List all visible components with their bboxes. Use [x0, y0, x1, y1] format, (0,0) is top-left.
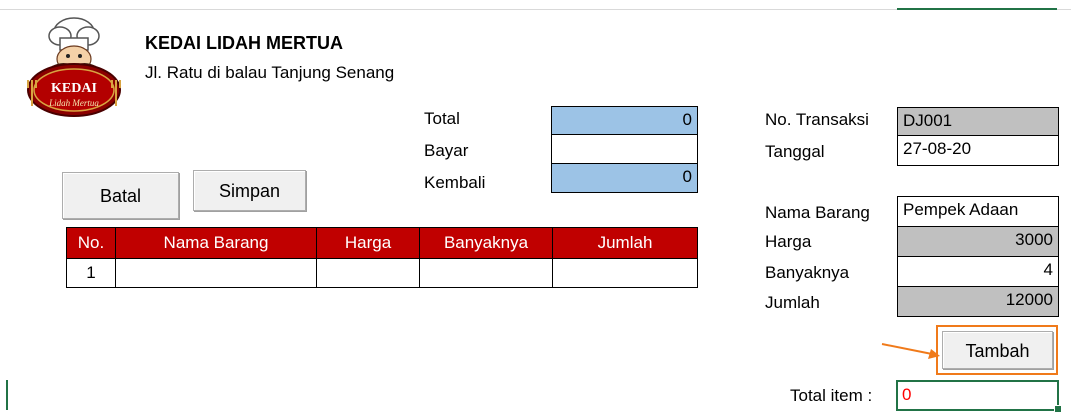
row-jumlah-cell[interactable]: [553, 259, 698, 288]
banyaknya-label: Banyaknya: [765, 263, 850, 282]
shop-logo: [22, 14, 130, 122]
cell-selection-fragment: [897, 8, 1057, 10]
total-label: Total: [424, 109, 460, 128]
simpan-button[interactable]: Simpan: [193, 170, 306, 211]
total-value-cell[interactable]: 0: [551, 106, 698, 135]
jumlah-label: Jumlah: [765, 293, 820, 312]
total-item-cell[interactable]: 0: [896, 380, 1059, 411]
table-row: [67, 259, 698, 288]
bayar-input-cell[interactable]: [551, 134, 698, 164]
total-item-label: Total item :: [790, 386, 873, 405]
arrow-icon: [880, 340, 942, 362]
bayar-label: Bayar: [424, 141, 469, 160]
row-nama-barang-cell[interactable]: [116, 259, 317, 288]
tanggal-label: Tanggal: [765, 142, 825, 161]
row-harga-cell[interactable]: [317, 259, 420, 288]
nama-barang-input[interactable]: Pempek Adaan: [897, 196, 1059, 227]
jumlah-cell[interactable]: 12000: [897, 286, 1059, 317]
table-header-row: [67, 228, 698, 259]
kembali-label: Kembali: [424, 173, 486, 192]
col-header-nama-barang: Nama Barang: [116, 228, 317, 259]
harga-cell[interactable]: 3000: [897, 226, 1059, 257]
col-header-banyaknya: Banyaknya: [420, 228, 553, 259]
transaction-table: [66, 227, 698, 288]
row-banyaknya-cell[interactable]: [420, 259, 553, 288]
col-header-harga: Harga: [317, 228, 420, 259]
banyaknya-input[interactable]: 4: [897, 256, 1059, 287]
row-no-cell[interactable]: 1: [67, 259, 116, 288]
logo-text: KEDAI: [51, 81, 97, 96]
no-transaksi-cell[interactable]: DJ001: [897, 107, 1059, 136]
logo-subtext: Lidah Mertua: [49, 98, 99, 108]
no-transaksi-label: No. Transaksi: [765, 110, 869, 129]
col-header-jumlah: Jumlah: [553, 228, 698, 259]
nama-barang-label: Nama Barang: [765, 203, 870, 222]
batal-button[interactable]: Batal: [62, 172, 179, 219]
selection-edge: [6, 380, 8, 410]
tanggal-cell[interactable]: 27-08-20: [897, 135, 1059, 166]
tambah-button[interactable]: Tambah: [942, 331, 1053, 369]
harga-label: Harga: [765, 232, 812, 251]
shop-name: KEDAI LIDAH MERTUA: [145, 33, 343, 53]
kembali-value-cell[interactable]: 0: [551, 163, 698, 193]
shop-address: Jl. Ratu di balau Tanjung Senang: [145, 63, 395, 82]
col-header-no: No.: [67, 228, 116, 259]
